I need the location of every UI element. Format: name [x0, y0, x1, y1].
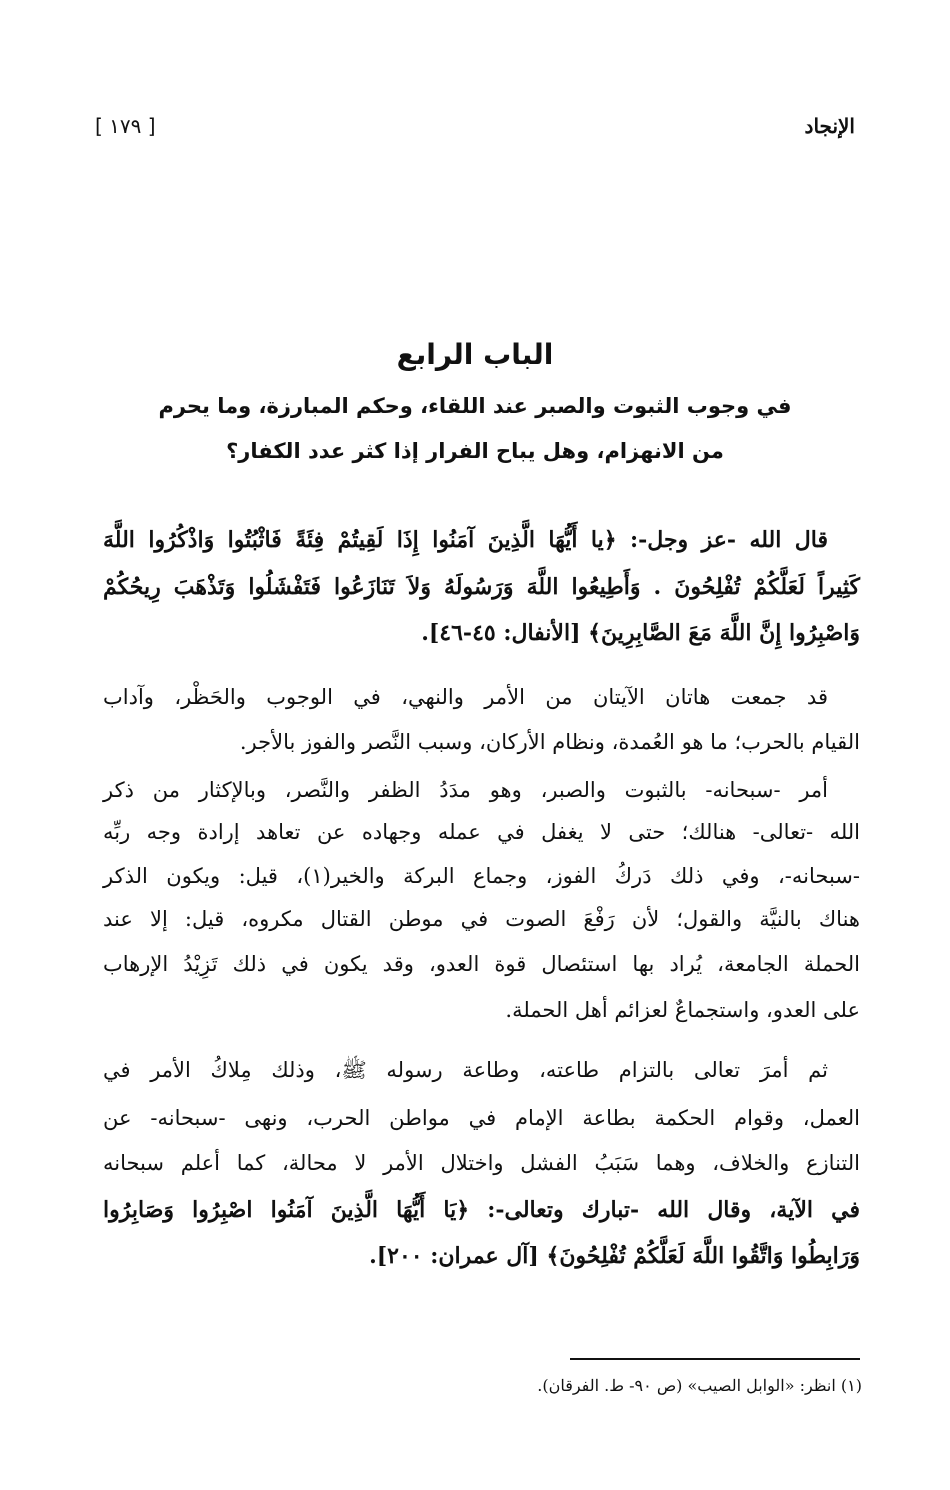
body-line: في الآية، وقال الله -تبارك وتعالى-: ﴿يَا أَيُّهَا الَّذِينَ آمَنُوا اصْبِرُوا وَصَابِرُوا	[103, 1197, 860, 1223]
chapter-subtitle-line: من الانهزام، وهل يباح الفرار إذا كثر عدد الكفار؟	[226, 439, 724, 463]
footnote-divider	[570, 1358, 860, 1360]
body-line: العمل، وقوام الحكمة بطاعة الإمام في مواطن الحرب، ونهى -سبحانه- عن	[103, 1106, 860, 1130]
body-line: الله -تعالى- هنالك؛ حتى لا يغفل في عمله وجهاده عن تعاهد إرادة وجه ربِّه	[103, 820, 860, 844]
body-line: كَثِيراً لَعَلَّكُمْ تُفْلِحُونَ . وَأَطِيعُوا اللَّهَ وَرَسُولَهُ وَلاَ تَنَازَعُوا فَتَفْشَلُوا وَتَذْهَبَ رِيحُكُمْ	[103, 574, 860, 600]
body-line: قد جمعت هاتان الآيتان من الأمر والنهي، في الوجوب والحَظْر، وآداب	[103, 685, 828, 709]
body-line: -سبحانه-، وفي ذلك دَركُ الفوز، وجماع البركة والخير(١)، قيل: ويكون الذكر	[103, 864, 860, 888]
body-line: وَرَابِطُوا وَاتَّقُوا اللَّهَ لَعَلَّكُمْ تُفْلِحُونَ﴾ [آل عمران: ٢٠٠].	[369, 1243, 860, 1269]
footnote: (١) انظر: «الوابل الصيب» (ص ٩٠- ط. الفرقان).	[537, 1376, 862, 1395]
body-line: على العدو، واستجماعٌ لعزائم أهل الحملة.	[505, 998, 860, 1022]
chapter-subtitle-line: في وجوب الثبوت والصبر عند اللقاء، وحكم المبارزة، وما يحرم	[158, 394, 792, 418]
body-line: وَاصْبِرُوا إِنَّ اللَّهَ مَعَ الصَّابِرِينَ﴾ [الأنفال: ٤٥-٤٦].	[421, 620, 860, 646]
chapter-title: الباب الرابع	[396, 338, 554, 371]
body-line: الحملة الجامعة، يُراد بها استئصال قوة العدو، وقد يكون في ذلك تَزِيْدُ الإرهاب	[103, 952, 860, 976]
body-line: ثم أمرَ تعالى بالتزام طاعته، وطاعة رسوله ﷺ، وذلك مِلاكُ الأمر في	[103, 1058, 828, 1082]
body-line: القيام بالحرب؛ ما هو العُمدة، ونظام الأركان، وسبب النَّصر والفوز بالأجر.	[239, 730, 860, 754]
body-line: قال الله -عز وجل-: ﴿يا أَيُّهَا الَّذِينَ آمَنُوا إِذَا لَقِيتُمْ فِئَةً فَاثْبُتُوا وَاذْكُرُوا اللَّهَ	[103, 527, 828, 553]
body-line: التنازع والخلاف، وهما سَبَبُ الفشل واختلال الأمر لا محالة، كما أعلم سبحانه	[103, 1151, 860, 1175]
page-number: [ ١٧٩ ]	[95, 114, 156, 138]
body-line: هناك بالنيَّة والقول؛ لأن رَفْعَ الصوت في موطن القتال مكروه، قيل: إلا عند	[103, 907, 860, 931]
running-title: الإنجاد	[804, 114, 855, 138]
body-line: أمر -سبحانه- بالثبوت والصبر، وهو مدَدُ الظفر والنَّصر، وبالإكثار من ذكر	[103, 778, 828, 802]
